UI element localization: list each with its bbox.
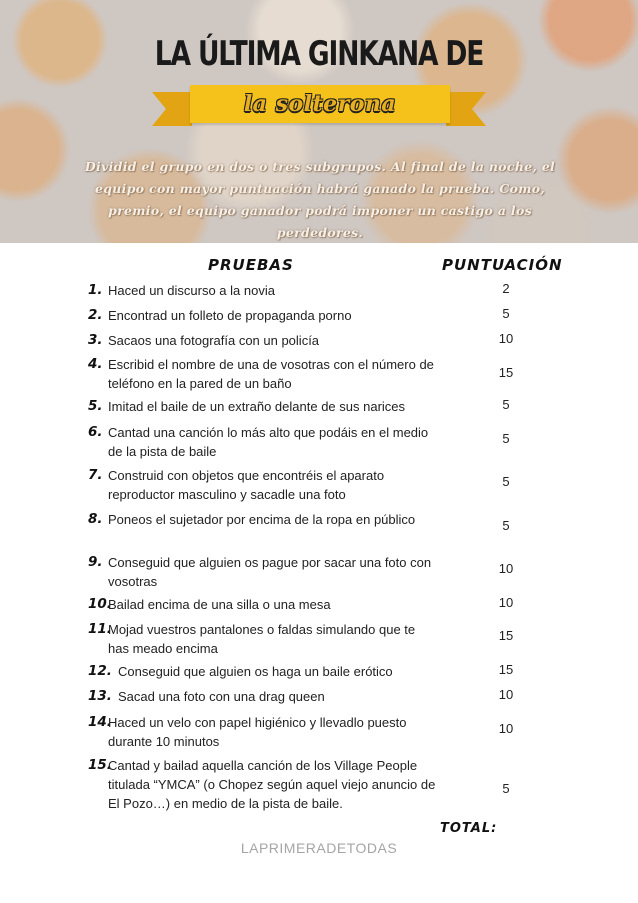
total-label: TOTAL: [440,821,498,836]
item-number: 2. [88,307,103,323]
item-text: Encontrad un folleto de propaganda porno [108,308,352,323]
item-number: 10. [88,596,112,612]
item-text: Poneos el sujetador por encima de la ropa en público [108,512,416,527]
item-score: 5 [502,431,510,446]
item-score: 10 [498,721,514,736]
item-number: 3. [88,332,103,348]
item-score: 15 [498,365,514,380]
item-number: 9. [88,554,103,570]
item-score: 10 [498,687,514,702]
page-subtitle: la solterona [243,91,397,117]
item-number: 15. [88,757,112,773]
item-text: Cantad y bailad aquella canción de los Village People titulada “YMCA” (o Chopez según aquel viejo anuncio de El Pozo…) en medio de la pista de baile. [108,758,436,811]
column-header-puntuacion: PUNTUACIÓN [442,256,563,274]
item-text: Escribid el nombre de una de vosotras con el número de teléfono en la pared de un baño [108,357,434,391]
item-number: 5. [88,398,103,414]
item-text: Haced un velo con papel higiénico y llevadlo puesto durante 10 minutos [108,715,407,749]
item-number: 14. [88,714,112,730]
item-text: Imitad el baile de un extraño delante de sus narices [108,399,406,414]
item-score: 10 [498,561,514,576]
intro-text: Dividid el grupo en dos o tres subgrupos. Al final de la noche, el equipo con mayor puntuación habrá ganado la prueba. Como, premio, el equipo ganador podrá imponer un castigo a los perdedores. [84,159,556,240]
item-score: 10 [498,331,514,346]
item-number: 13. [88,688,112,704]
item-text: Sacaos una fotografía con un policía [108,333,320,348]
item-number: 1. [88,282,103,298]
item-number: 8. [88,511,103,527]
column-header-pruebas: PRUEBAS [208,256,294,274]
subtitle-ribbon [190,85,450,123]
item-score: 5 [502,397,510,412]
item-number: 4. [88,356,103,372]
page-title: LA ÚLTIMA GINKANA DE [154,34,484,74]
header-banner [0,0,638,243]
item-score: 15 [498,628,514,643]
item-number: 11. [88,621,112,637]
brand-logo: LAPRIMERADETODAS [240,840,398,856]
item-score: 10 [498,595,514,610]
item-text: Cantad una canción lo más alto que podáis en el medio de la pista de baile [108,425,429,459]
ribbon-left-tail [152,92,192,126]
item-text: Conseguid que alguien os pague por sacar una foto con vosotras [108,555,432,589]
item-score: 5 [502,306,510,321]
item-score: 5 [502,518,510,533]
item-text: Sacad una foto con una drag queen [118,689,325,704]
item-score: 5 [502,781,510,796]
item-number: 12. [88,663,112,679]
item-number: 6. [88,424,103,440]
item-score: 5 [502,474,510,489]
item-text: Conseguid que alguien os haga un baile erótico [118,664,393,679]
item-score: 15 [498,662,514,677]
item-number: 7. [88,467,103,483]
item-text: Haced un discurso a la novia [108,283,275,298]
item-text: Mojad vuestros pantalones o faldas simulando que te has meado encima [108,622,416,656]
ribbon-right-tail [446,92,486,126]
item-text: Bailad encima de una silla o una mesa [108,597,331,612]
item-text: Construid con objetos que encontréis el aparato reproductor masculino y sacadle una foto [108,468,385,502]
item-score: 2 [502,281,510,296]
